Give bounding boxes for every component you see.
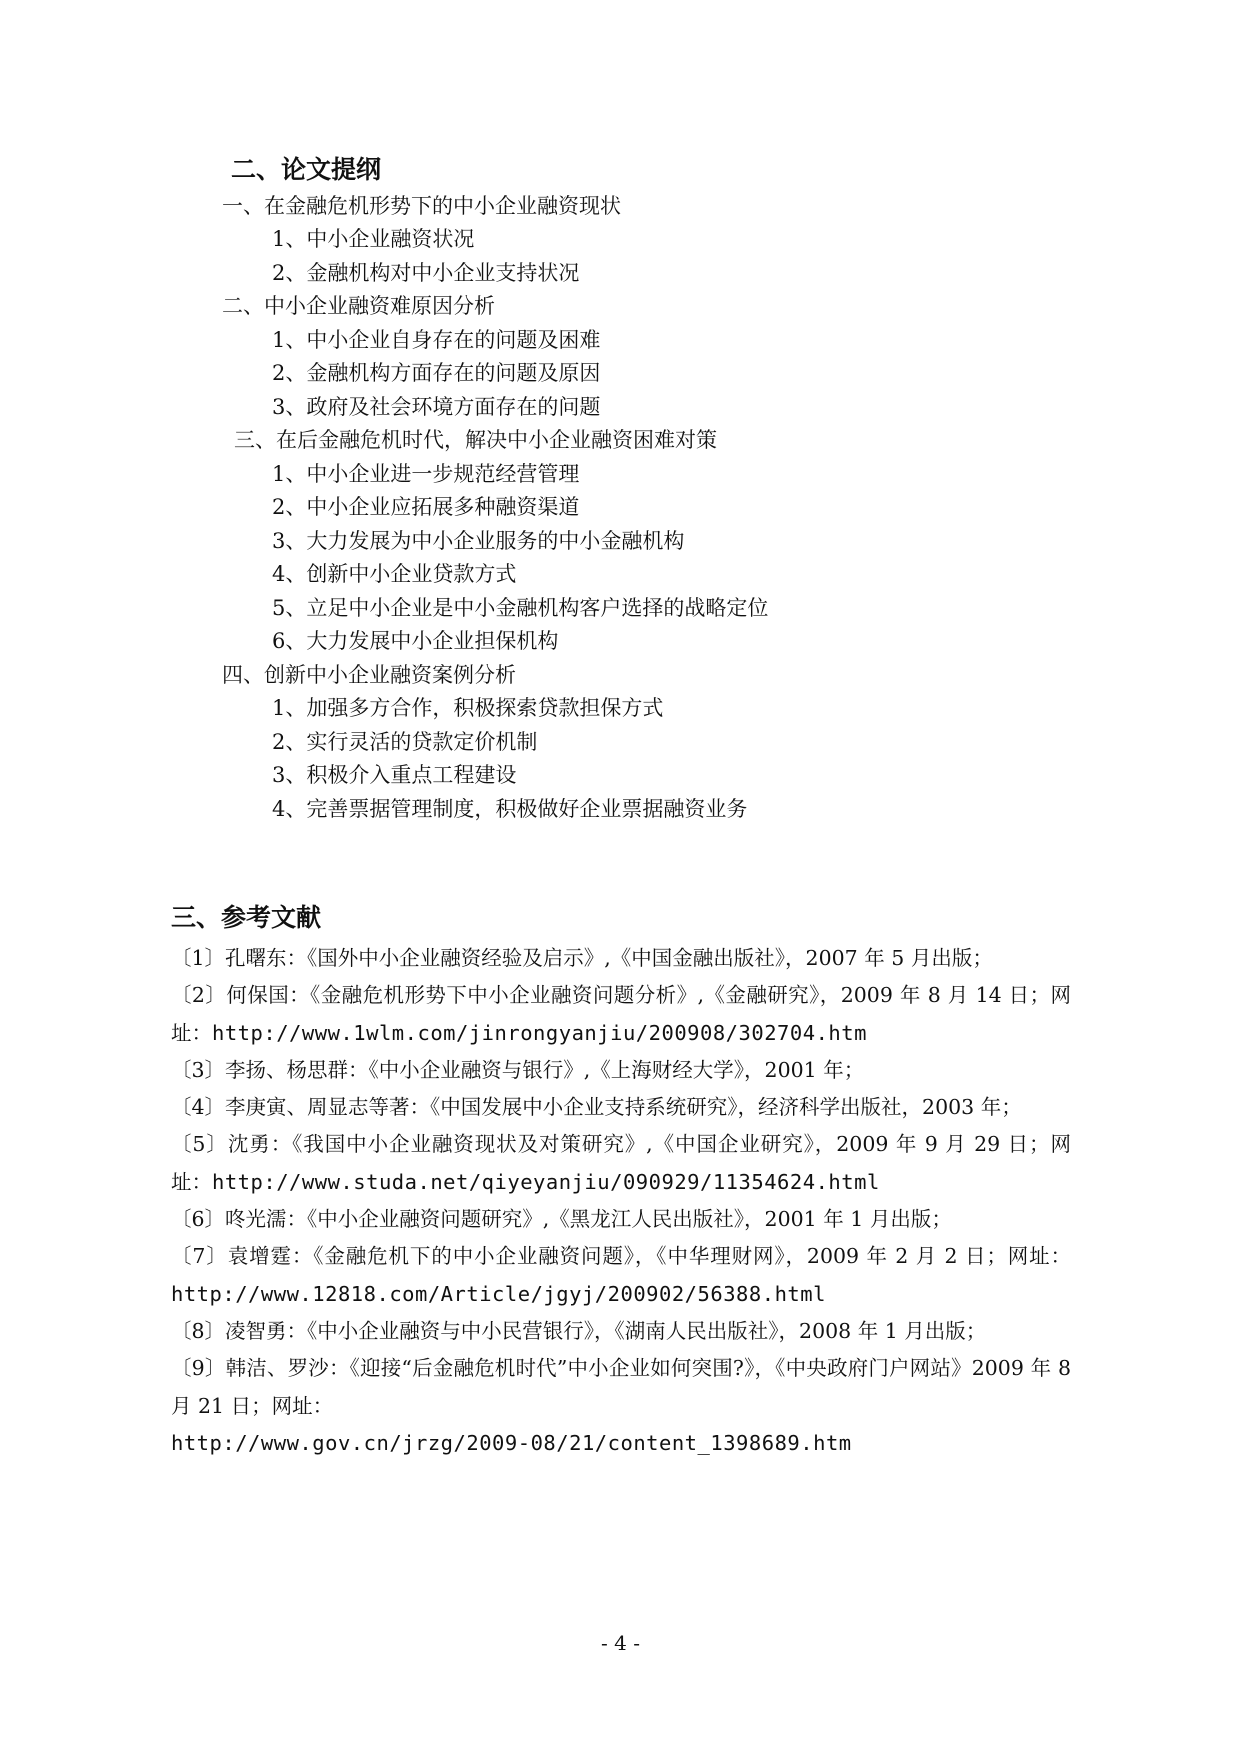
- outline-item: 二、中小企业融资难原因分析: [222, 294, 495, 318]
- reference-text: 〔1〕孔曙东：《国外中小企业融资经验及启示》,《中国金融出版社》，2007 年 5 月出版；: [171, 946, 993, 970]
- outline-item: 一、在金融危机形势下的中小企业融资现状: [222, 194, 621, 218]
- references-heading: 三、参考文献: [171, 903, 322, 932]
- reference-link[interactable]: http://www.studa.net/qiyeyanjiu/090929/11354624.html: [212, 1169, 880, 1194]
- outline-item: 1、中小企业融资状况: [272, 227, 475, 251]
- outline-item: 4、创新中小企业贷款方式: [272, 562, 517, 586]
- reference-text: 〔4〕李庚寅、周显志等著：《中国发展中小企业支持系统研究》，经济科学出版社，2003 年；: [171, 1095, 1022, 1120]
- outline-item: 四、创新中小企业融资案例分析: [222, 663, 516, 687]
- reference-item: [171, 940, 1071, 977]
- reference-text: 〔2〕何保国：《金融危机形势下中小企业融资问题分析》,《金融研究》，2009 年 8 月 14 日；网址：: [171, 983, 1071, 1045]
- reference-text: 〔5〕沈勇：《我国中小企业融资现状及对策研究》,《中国企业研究》，2009 年 9 月 29 日；网址：: [171, 1132, 1071, 1194]
- reference-item: [171, 977, 1071, 1052]
- reference-list: [171, 940, 1071, 1462]
- outline-item: 三、在后金融危机时代，解决中小企业融资困难对策: [234, 428, 717, 452]
- reference-link[interactable]: http://www.12818.com/Article/jgyj/200902/56388.html: [171, 1281, 826, 1306]
- outline-item: 5、立足中小企业是中小金融机构客户选择的战略定位: [272, 596, 769, 620]
- reference-item: [171, 1052, 1071, 1089]
- reference-text: 〔7〕袁增霆：《金融危机下的中小企业融资问题》，《中华理财网》，2009 年 2 月 2 日；网址：: [171, 1244, 1071, 1269]
- page-number: - 4 -: [601, 1631, 640, 1655]
- reference-link[interactable]: http://www.1wlm.com/jinrongyanjiu/200908/302704.htm: [212, 1020, 867, 1045]
- outline-item: 1、中小企业进一步规范经营管理: [272, 462, 580, 486]
- reference-item: [171, 1350, 1071, 1462]
- reference-item: [171, 1126, 1071, 1201]
- outline-item: 6、大力发展中小企业担保机构: [272, 629, 559, 653]
- reference-item: [171, 1313, 1071, 1350]
- outline-item: 4、完善票据管理制度，积极做好企业票据融资业务: [272, 797, 748, 821]
- outline-item: 2、中小企业应拓展多种融资渠道: [272, 495, 580, 519]
- reference-item: [171, 1201, 1071, 1238]
- outline-item: 3、积极介入重点工程建设: [272, 763, 517, 787]
- outline-item: 2、实行灵活的贷款定价机制: [272, 730, 538, 754]
- outline-item: 3、政府及社会环境方面存在的问题: [272, 395, 601, 419]
- outline-heading: 二、论文提纲: [231, 155, 382, 184]
- outline-item: 1、中小企业自身存在的问题及困难: [272, 328, 601, 352]
- outline-item: 1、加强多方合作，积极探索贷款担保方式: [272, 696, 664, 720]
- outline-item: 2、金融机构方面存在的问题及原因: [272, 361, 601, 385]
- reference-text: 〔3〕李扬、杨思群：《中小企业融资与银行》,《上海财经大学》，2001 年；: [171, 1057, 865, 1082]
- reference-link[interactable]: http://www.gov.cn/jrzg/2009-08/21/content_1398689.htm: [171, 1430, 852, 1455]
- reference-text: 〔9〕韩洁、罗沙：《迎接“后金融危机时代”中小企业如何突围?》，《中央政府门户网站》2009 年 8 月 21 日；网址：: [171, 1356, 1071, 1418]
- reference-text: 〔6〕咚光濡：《中小企业融资问题研究》,《黑龙江人民出版社》，2001 年 1 月出版；: [171, 1207, 952, 1232]
- reference-item: [171, 1238, 1071, 1313]
- outline-item: 2、金融机构对中小企业支持状况: [272, 261, 580, 285]
- reference-item: [171, 1089, 1071, 1126]
- reference-text: 〔8〕凌智勇：《中小企业融资与中小民营银行》，《湖南人民出版社》，2008 年 1 月出版；: [171, 1318, 987, 1343]
- outline-item: 3、大力发展为中小企业服务的中小金融机构: [272, 529, 685, 553]
